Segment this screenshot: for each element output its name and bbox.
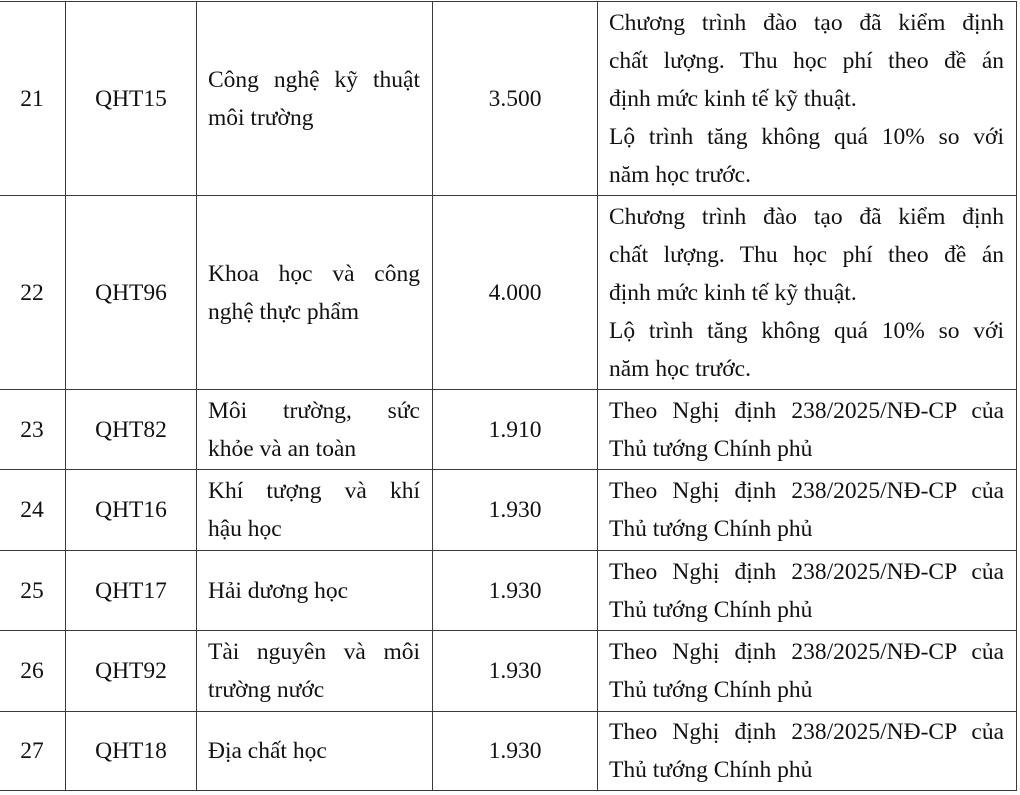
table-row xyxy=(0,712,1017,791)
tuition-fee: 3.500 xyxy=(433,2,598,196)
program-code: QHT16 xyxy=(66,470,197,551)
table-row xyxy=(0,470,1017,551)
fee-note xyxy=(598,712,1017,791)
program-name-line: Công nghệ kỹ thuật xyxy=(208,66,420,93)
fee-note-line: Thủ tướng Chính phủ xyxy=(609,516,813,542)
fee-note xyxy=(598,551,1017,631)
fee-note-line: Thủ tướng Chính phủ xyxy=(609,757,813,783)
fee-note-line: Chương trình đào tạo đã kiểm định xyxy=(609,9,1004,36)
fee-note-line: Theo Nghị định 238/2025/NĐ-CP của xyxy=(609,558,1004,585)
fee-note xyxy=(598,390,1017,470)
program-name xyxy=(197,2,433,196)
fee-note-line: Chương trình đào tạo đã kiểm định xyxy=(609,203,1004,230)
program-name-line: nghệ thực phẩm xyxy=(208,298,360,325)
program-name-line: Hải dương học xyxy=(208,577,349,604)
fee-note-line: Thủ tướng Chính phủ xyxy=(609,435,813,462)
program-name-line: trường nước xyxy=(208,677,325,703)
fee-note-line: Theo Nghị định 238/2025/NĐ-CP của xyxy=(609,639,1004,665)
program-code: QHT82 xyxy=(66,390,197,470)
program-code: QHT15 xyxy=(66,2,197,196)
row-number: 24 xyxy=(0,470,66,551)
program-name-line: Khoa học và công xyxy=(208,260,420,287)
tuition-fee: 1.930 xyxy=(433,631,598,712)
table-row xyxy=(0,551,1017,631)
fee-note-line: năm học trước. xyxy=(609,355,751,382)
table-row xyxy=(0,196,1017,390)
row-number: 21 xyxy=(0,2,66,196)
fee-note-line: Thủ tướng Chính phủ xyxy=(609,596,813,623)
program-name xyxy=(197,712,433,791)
table-row xyxy=(0,631,1017,712)
fee-note-line: Theo Nghị định 238/2025/NĐ-CP của xyxy=(609,478,1004,504)
row-number: 23 xyxy=(0,390,66,470)
fee-note xyxy=(598,470,1017,551)
program-name-line: môi trường xyxy=(208,104,314,131)
fee-note-line: Lộ trình tăng không quá 10% so với xyxy=(609,123,1004,150)
tuition-fee: 4.000 xyxy=(433,196,598,390)
program-code: QHT17 xyxy=(66,551,197,631)
table-row xyxy=(0,390,1017,470)
tuition-fee: 1.910 xyxy=(433,390,598,470)
table-row xyxy=(0,2,1017,196)
fee-note-line: Theo Nghị định 238/2025/NĐ-CP của xyxy=(609,397,1004,424)
program-name-line: Môi trường, sức xyxy=(208,397,420,424)
program-code: QHT92 xyxy=(66,631,197,712)
program-name-line: Địa chất học xyxy=(208,738,327,764)
fee-note-line: Theo Nghị định 238/2025/NĐ-CP của xyxy=(609,719,1004,745)
tuition-fee: 1.930 xyxy=(433,551,598,631)
fee-note-line: định mức kinh tế kỹ thuật. xyxy=(609,85,857,112)
row-number: 22 xyxy=(0,196,66,390)
tuition-fee-table xyxy=(0,1,1017,791)
program-name xyxy=(197,470,433,551)
fee-note xyxy=(598,196,1017,390)
program-name xyxy=(197,390,433,470)
fee-note-line: định mức kinh tế kỹ thuật. xyxy=(609,279,857,306)
fee-note-line: chất lượng. Thu học phí theo đề án xyxy=(609,47,1004,74)
fee-note xyxy=(598,2,1017,196)
program-name-line: Khí tượng và khí xyxy=(208,478,420,504)
tuition-fee: 1.930 xyxy=(433,470,598,551)
fee-note-line: chất lượng. Thu học phí theo đề án xyxy=(609,241,1004,268)
program-name-line: Tài nguyên và môi xyxy=(208,639,420,665)
row-number: 25 xyxy=(0,551,66,631)
program-name xyxy=(197,631,433,712)
program-name xyxy=(197,551,433,631)
fee-note xyxy=(598,631,1017,712)
program-code: QHT96 xyxy=(66,196,197,390)
row-number: 26 xyxy=(0,631,66,712)
fee-note-line: Lộ trình tăng không quá 10% so với xyxy=(609,317,1004,344)
fee-note-line: năm học trước. xyxy=(609,161,751,188)
tuition-fee: 1.930 xyxy=(433,712,598,791)
program-name xyxy=(197,196,433,390)
program-name-line: khỏe và an toàn xyxy=(208,435,357,462)
row-number: 27 xyxy=(0,712,66,791)
fee-note-line: Thủ tướng Chính phủ xyxy=(609,677,813,703)
program-code: QHT18 xyxy=(66,712,197,791)
program-name-line: hậu học xyxy=(208,516,282,542)
